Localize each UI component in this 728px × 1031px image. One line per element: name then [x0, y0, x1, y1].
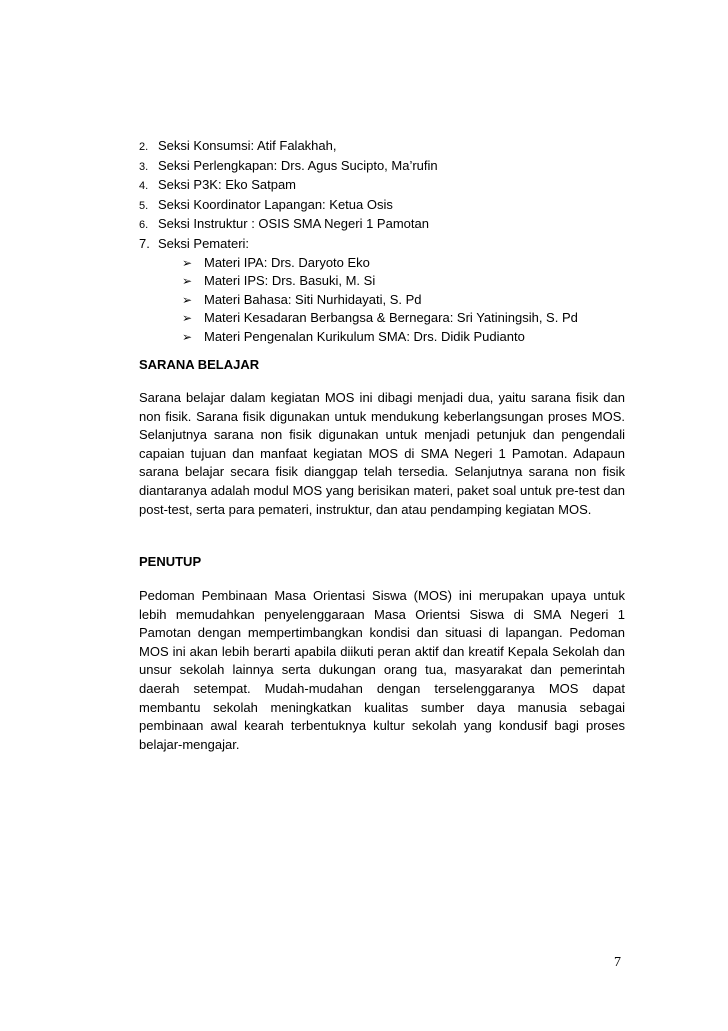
penutup-paragraph: Pedoman Pembinaan Masa Orientasi Siswa (MOS) ini merupakan upaya untuk lebih memudahkan penyelenggaraan Masa Orientsi Siswa di SMA Negeri 1 Pamotan dengan mempertimbangkan kondisi dan situasi di lapangan. Pedoman MOS ini akan lebih berarti apabila diikuti peran aktif dan kreatif Kepala Sekolah dan unsur sekolah lainnya serta dukungan orang tua, masyarakat dan pemerintah daerah setempat. Mudah-mudahan dengan terselenggaranya MOS dapat membantu sekolah meningkatkan kualitas sumber daya manusia sebagai pembinaan awal kearah terbentuknya kultur sekolah yang kondusif bagi proses belajar-mengajar. [139, 588, 625, 752]
sublist-item [182, 328, 639, 347]
list-item-text: Seksi P3K: Eko Satpam [158, 177, 297, 193]
list-item-text: Seksi Instruktur : OSIS SMA Negeri 1 Pamotan [158, 216, 429, 232]
sublist-item-text: Materi Bahasa: Siti Nurhidayati, S. Pd [204, 291, 422, 307]
sublist-item-text: Materi Pengenalan Kurikulum SMA: Drs. Didik Pudianto [204, 328, 525, 344]
list-item-text: Seksi Pemateri: [158, 235, 250, 251]
list-item-text: Seksi Koordinator Lapangan: Ketua Osis [158, 196, 393, 212]
list-item [139, 235, 639, 254]
list-item [139, 196, 639, 216]
list-item-text: Seksi Perlengkapan: Drs. Agus Sucipto, Ma’rufin [158, 157, 438, 173]
page-number: 7 [614, 955, 621, 970]
list-number: 5. [139, 199, 149, 212]
committee-list [139, 137, 639, 347]
list-number: 7. [139, 235, 150, 251]
list-number: 2. [139, 141, 149, 153]
sarana-paragraph: Sarana belajar dalam kegiatan MOS ini dibagi menjadi dua, yaitu sarana fisik dan non fisik. Sarana fisik digunakan untuk mendukung keberlangsungan proses MOS. Selanjutnya sarana non fisik digunakan untuk menjadi petunjuk dan pengendali capaian tujuan dan manfaat kegiatan MOS di SMA Negeri 1 Pamotan. Adapaun sarana belajar secara fisik dianggap telah tersedia. Selanjutnya sarana non fisik diantaranya adalah modul MOS yang berisikan materi, paket soal untuk pre-test dan post-test, serta para pemateri, instruktur, dan atau pendamping kegiatan MOS. [139, 390, 625, 517]
arrow-bullet-icon: ➢ [182, 274, 193, 289]
penutup-heading: PENUTUP [139, 554, 202, 569]
list-number: 6. [139, 219, 149, 232]
arrow-bullet-icon: ➢ [182, 292, 193, 307]
list-item [139, 215, 639, 235]
sublist-item-text: Materi IPS: Drs. Basuki, M. Si [204, 273, 376, 289]
pemateri-sublist [139, 254, 639, 347]
list-item-text: Seksi Konsumsi: Atif Falakhah, [158, 138, 337, 153]
sublist-item-text: Materi Kesadaran Berbangsa & Bernegara: Sri Yatiningsih, S. Pd [204, 310, 578, 326]
list-item [139, 157, 639, 177]
sarana-heading: SARANA BELAJAR [139, 357, 260, 372]
arrow-bullet-icon: ➢ [182, 311, 193, 326]
list-item [139, 137, 639, 157]
sublist-item [182, 254, 639, 273]
sublist-item-text: Materi IPA: Drs. Daryoto Eko [204, 254, 370, 270]
sublist-item [182, 291, 639, 310]
list-item [139, 176, 639, 196]
sublist-item [182, 272, 639, 291]
list-number: 4. [139, 180, 149, 193]
list-number: 3. [139, 160, 149, 173]
arrow-bullet-icon: ➢ [182, 255, 193, 270]
sublist-item [182, 309, 639, 328]
arrow-bullet-icon: ➢ [182, 329, 193, 344]
